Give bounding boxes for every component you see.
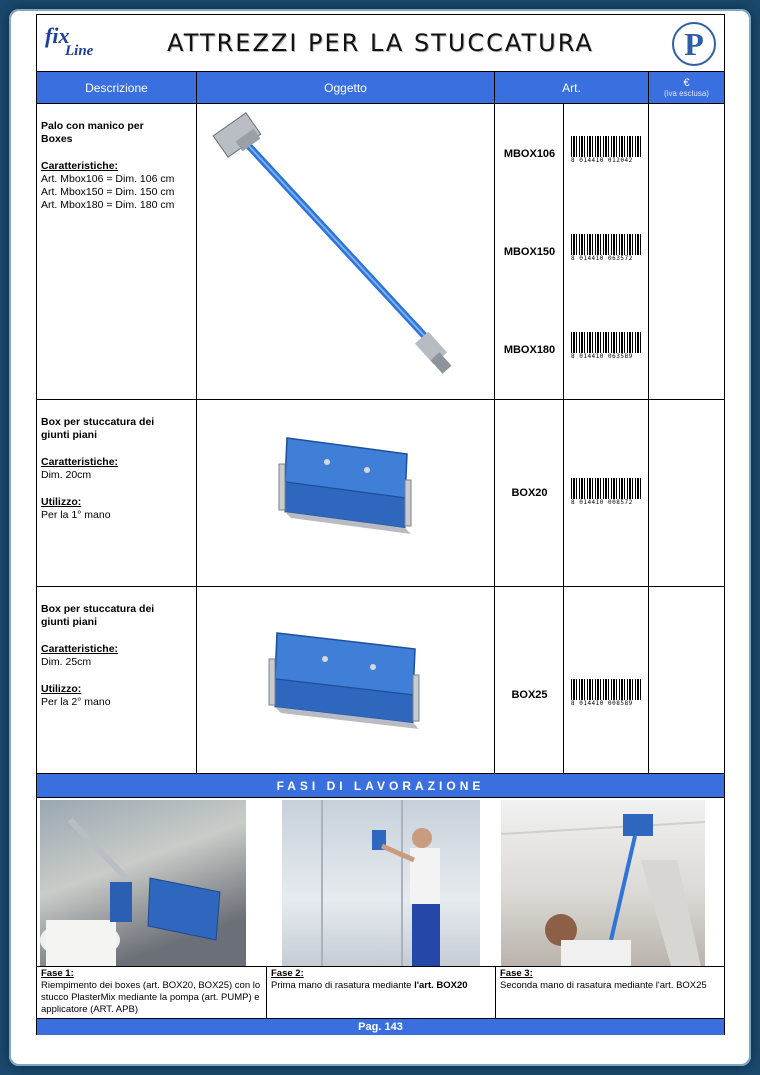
logo-fix-text: fix xyxy=(45,23,70,48)
caption-fase-2 xyxy=(267,967,496,1018)
box20-illustration xyxy=(279,438,411,534)
caption-fase-3 xyxy=(496,967,724,1018)
detail-line: Art. Mbox180 = Dim. 180 cm xyxy=(41,199,175,211)
article-code: BOX25 xyxy=(511,689,548,701)
article-code: BOX20 xyxy=(511,487,548,499)
article-codes xyxy=(495,587,564,773)
col-euro xyxy=(649,72,724,104)
col-oggetto: Oggetto xyxy=(197,72,495,104)
barcodes xyxy=(564,104,649,399)
product-row-box25 xyxy=(37,587,724,774)
fase-text-bold: l'art. BOX20 xyxy=(414,980,468,991)
pole-illustration xyxy=(213,113,451,374)
usage-text: Per la 1° mano xyxy=(41,509,111,521)
article-code: MBOX180 xyxy=(503,344,556,356)
barcode: 8 014410 063589 xyxy=(571,332,641,360)
characteristics-label: Caratteristiche: xyxy=(41,643,119,655)
product-name: Box per stuccatura dei giunti piani xyxy=(41,416,155,441)
price-cell xyxy=(649,587,724,773)
detail-line: Dim. 25cm xyxy=(41,656,92,668)
fase-text: Seconda mano di rasatura mediante l'art. BOX25 xyxy=(500,980,707,991)
characteristics-label: Caratteristiche: xyxy=(41,456,119,468)
product-name: Palo con manico per Boxes xyxy=(41,120,144,145)
article-codes xyxy=(495,104,564,399)
page-header xyxy=(37,15,724,72)
barcode: 8 014410 012042 xyxy=(571,136,641,164)
product-name: Box per stuccatura dei giunti piani xyxy=(41,603,155,628)
euro-symbol: € xyxy=(683,77,690,89)
detail-line: Dim. 20cm xyxy=(41,469,92,481)
product-image-pole xyxy=(197,104,495,399)
caption-fase-1 xyxy=(37,967,267,1018)
product-row-box20 xyxy=(37,400,724,587)
usage-label: Utilizzo: xyxy=(41,496,82,508)
barcode: 8 014410 008572 xyxy=(571,478,641,506)
product-description xyxy=(37,587,197,773)
logo-line-text: Line xyxy=(65,43,94,59)
process-captions xyxy=(37,967,724,1019)
process-photos xyxy=(37,798,724,967)
price-cell xyxy=(649,400,724,586)
fase-text: Prima mano di rasatura mediante xyxy=(271,980,415,991)
article-code: MBOX106 xyxy=(503,148,556,160)
product-description xyxy=(37,104,197,399)
iva-note: (iva esclusa) xyxy=(664,89,709,98)
barcodes xyxy=(564,587,649,773)
fase-label: Fase 3: xyxy=(500,968,533,979)
box25-illustration xyxy=(269,633,419,729)
usage-text: Per la 2° mano xyxy=(41,696,111,708)
catalog-sheet xyxy=(36,14,725,1035)
characteristics-label: Caratteristiche: xyxy=(41,160,119,172)
photo-fase-2 xyxy=(282,800,480,966)
article-code: MBOX150 xyxy=(503,246,556,258)
product-image-box25 xyxy=(197,587,495,773)
detail-line: Art. Mbox106 = Dim. 106 cm xyxy=(41,173,175,185)
page-number: Pag. 143 xyxy=(37,1019,724,1035)
barcode: 8 014410 063572 xyxy=(571,234,641,262)
product-row-palo xyxy=(37,104,724,400)
barcodes xyxy=(564,400,649,586)
col-art: Art. xyxy=(495,72,649,104)
product-description xyxy=(37,400,197,586)
page-title: ATTREZZI PER LA STUCCATURA xyxy=(167,29,594,57)
fasi-title: FASI DI LAVORAZIONE xyxy=(37,774,724,798)
fase-label: Fase 2: xyxy=(271,968,304,979)
photo-fase-1 xyxy=(40,800,246,966)
barcode: 8 014410 008589 xyxy=(571,679,641,707)
usage-label: Utilizzo: xyxy=(41,683,82,695)
product-image-box20 xyxy=(197,400,495,586)
photo-fase-3 xyxy=(501,800,705,966)
col-descrizione: Descrizione xyxy=(37,72,197,104)
fase-text: Riempimento dei boxes (art. BOX20, BOX25) con lo stucco PlasterMix mediante la pompa (art. PUMP) e applicatore (ART. APB) xyxy=(41,980,261,1015)
price-cell xyxy=(649,104,724,399)
table-header xyxy=(37,72,724,104)
detail-line: Art. Mbox150 = Dim. 150 cm xyxy=(41,186,175,198)
fase-label: Fase 1: xyxy=(41,968,74,979)
article-codes xyxy=(495,400,564,586)
p-badge-icon: P xyxy=(672,22,716,66)
